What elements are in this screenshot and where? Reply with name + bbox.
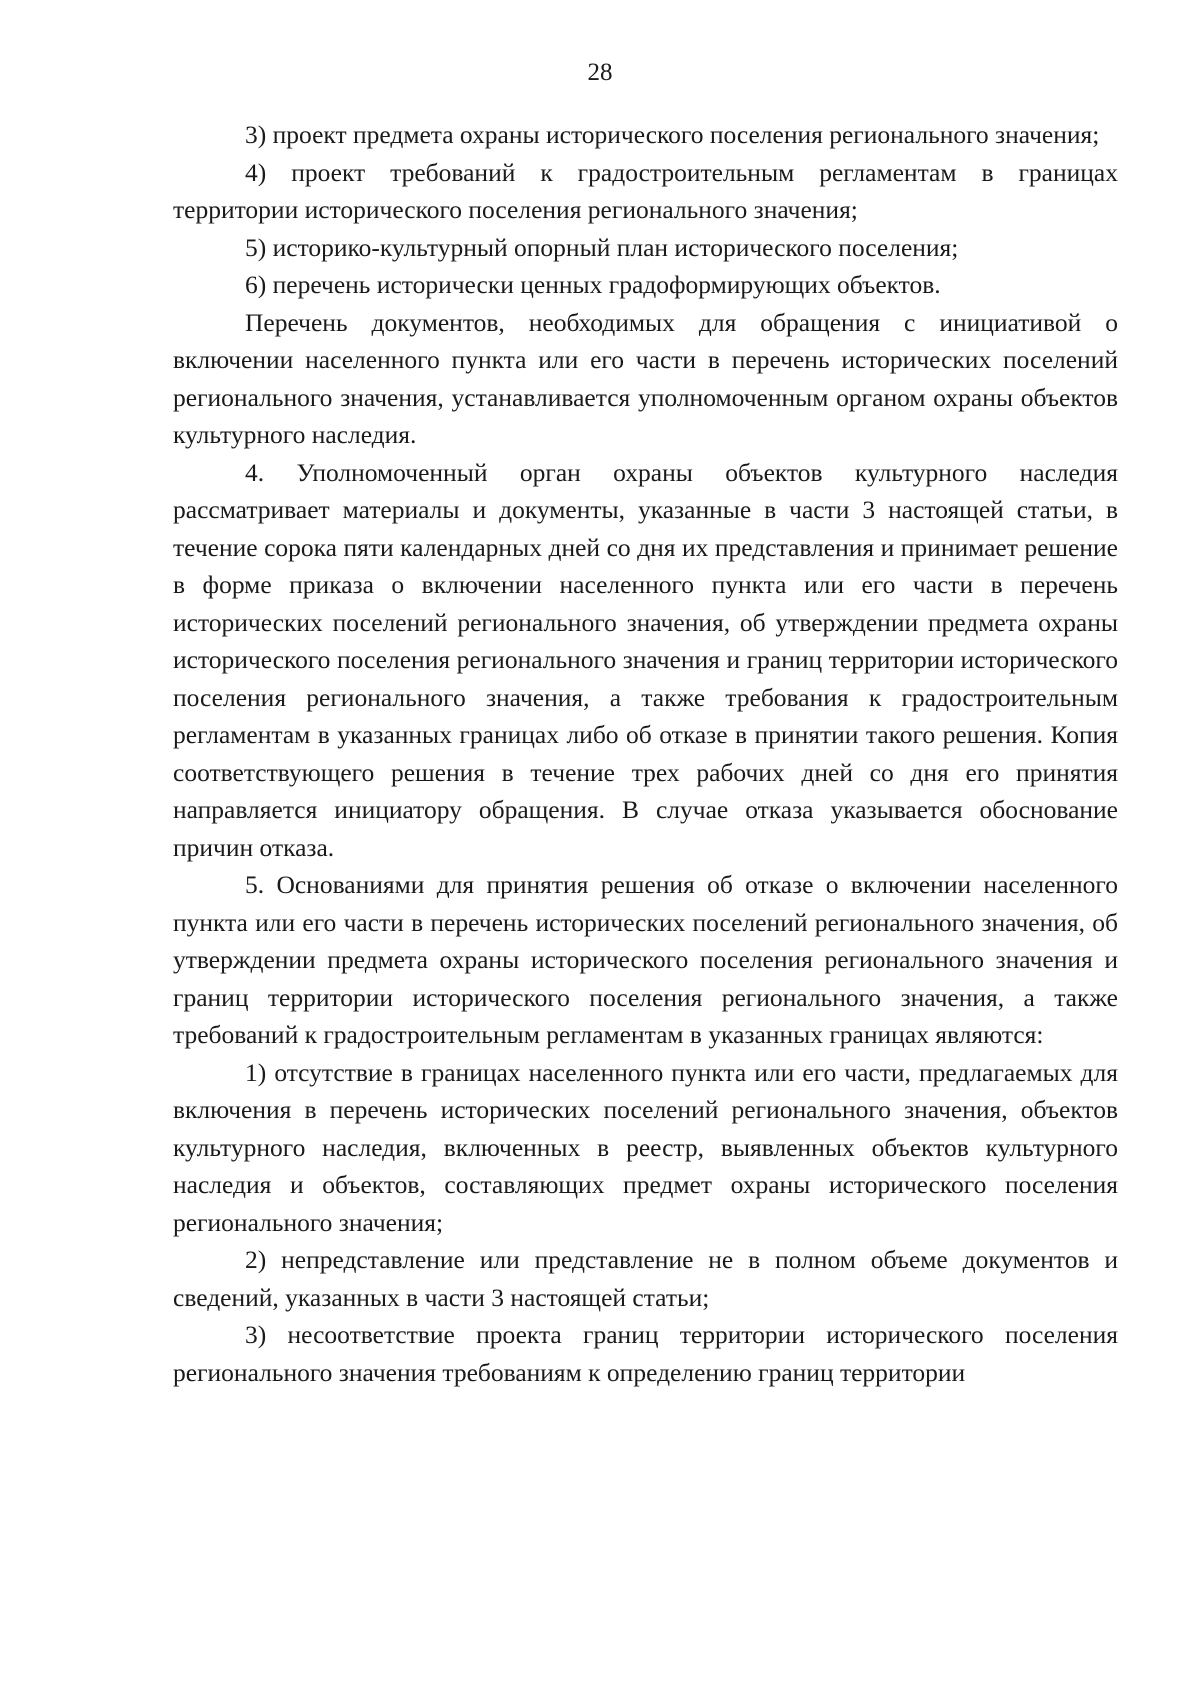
paragraph-part-5-refusal-grounds: 5. Основаниями для принятия решения об отказе о включении населенного пункта или его части в перечень исторических поселений регионального значения, об утверждении предмета охраны исторического поселения регионального значения и границ территории исторического поселения регионального значения, а также требований к градостроительным регламентам в указанных границах являются: (173, 870, 1118, 1049)
paragraph-ground-2-incomplete-documents: 2) непредставление или представление не в полном объеме документов и сведений, указанных в части 3 настоящей статьи; (173, 1245, 1118, 1312)
paragraph-item-4-regulation-requirements: 4) проект требований к градостроительным регламентам в границах территории исторического поселения регионального значения; (173, 157, 1118, 224)
paragraph-ground-1-absence-of-objects: 1) отсутствие в границах населенного пункта или его части, предлагаемых для включения в перечень исторических поселений регионального значения, объектов культурного наследия, включенных в реестр, выявленных объектов культурного наследия и объектов, составляющих предмет охраны исторического поселения регионального значения; (173, 1057, 1118, 1237)
paragraph-documents-list: Перечень документов, необходимых для обращения с инициативой о включении населенного пункта или его части в перечень исторических поселений регионального значения, устанавливается уполномоченным органом охраны объектов культурного наследия. (173, 307, 1118, 449)
body-text (173, 116, 1118, 1391)
paragraph-item-5-reference-plan: 5) историко-культурный опорный план исторического поселения; (245, 232, 959, 262)
paragraph-item-3-subject-of-protection: 3) проект предмета охраны исторического поселения регионального значения; (245, 120, 1100, 149)
page-number: 28 (587, 59, 613, 86)
paragraph-item-6-valuable-objects-list: 6) перечень исторически ценных градоформирующих объектов. (245, 270, 941, 299)
paragraph-ground-3-boundary-mismatch: 3) несоответствие проекта границ территории исторического поселения регионального значения требованиям к определению границ территории (173, 1320, 1118, 1387)
paragraph-part-4-review: 4. Уполномоченный орган охраны объектов культурного наследия рассматривает материалы и документы, указанные в части 3 настоящей статьи, в течение сорока пяти календарных дней со дня их представления и принимает решение в форме приказа о включении населенного пункта или его части в перечень исторических поселений регионального значения, об утверждении предмета охраны исторического поселения регионального значения и границ территории исторического поселения регионального значения, а также требования к градостроительным регламентам в указанных границах либо об отказе в принятии такого решения. Копия соответствующего решения в течение трех рабочих дней со дня его принятия направляется инициатору обращения. В случае отказа указывается обоснование причин отказа. (173, 457, 1118, 862)
